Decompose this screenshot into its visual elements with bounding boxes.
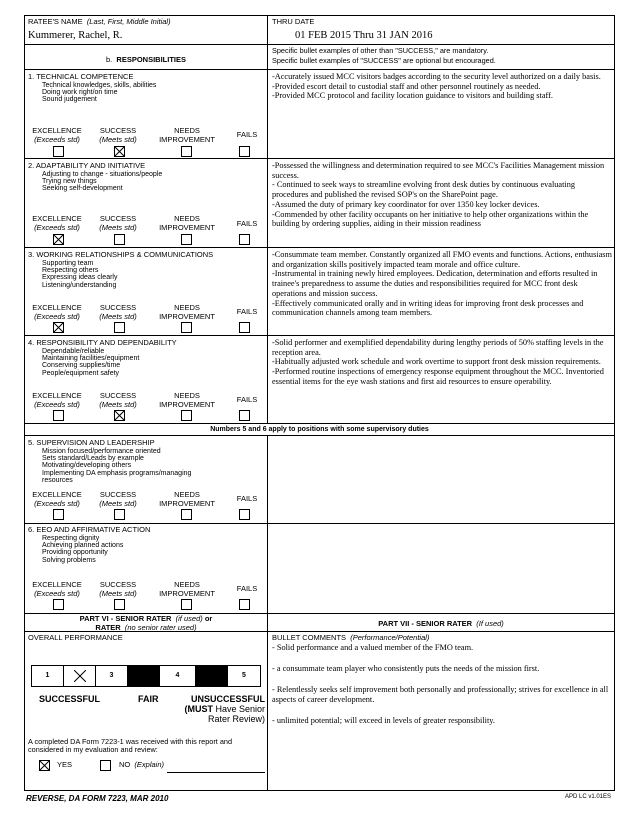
section-6-title: 6. EEO AND AFFIRMATIVE ACTION — [28, 525, 151, 534]
section-4-title: 4. RESPONSIBILITY AND DEPENDABILITY — [28, 338, 177, 347]
section-5-title: 5. SUPERVISION AND LEADERSHIP — [28, 438, 155, 447]
excellence-header: EXCELLENCE (Exceeds std) — [32, 391, 82, 409]
check-x-icon — [74, 670, 86, 682]
check-x-icon — [54, 323, 63, 332]
bullet-note-mandatory: Specific bullet examples of other than "SUCCESS," are mandatory. — [272, 46, 489, 55]
fails-header: FAILS — [236, 307, 258, 316]
overall-rating-scale — [31, 665, 261, 687]
divider — [25, 247, 614, 248]
no-checkbox[interactable] — [100, 760, 111, 771]
section-3-excellence-checkbox[interactable] — [53, 322, 64, 333]
success-header: SUCCESS (Meets std) — [99, 214, 137, 232]
rating-cell-2[interactable] — [63, 665, 96, 687]
needs-improvement-header: NEEDS IMPROVEMENT — [159, 126, 215, 144]
check-x-icon — [115, 411, 124, 420]
rating-cell-3[interactable]: 3 — [95, 665, 128, 687]
section-2-fails-checkbox[interactable] — [239, 234, 250, 245]
senior-rater-bullet-2[interactable]: - a consummate team player who consistently puts the needs of the mission first. — [272, 664, 540, 673]
senior-rater-bullet-4[interactable]: - unlimited potential; will exceed in levels of greater responsibility. — [272, 716, 495, 725]
needs-improvement-header: NEEDS IMPROVEMENT — [159, 490, 215, 508]
section-2-success-checkbox[interactable] — [114, 234, 125, 245]
fails-header: FAILS — [236, 494, 258, 503]
section-4-criteria: Dependable/reliable Maintaining facilities/equipment Conserving supplies/time People/equipment safety — [42, 348, 140, 377]
overall-performance-label: OVERALL PERFORMANCE — [28, 633, 123, 642]
success-header: SUCCESS (Meets std) — [99, 490, 137, 508]
section-6-criteria: Respecting dignity Achieving planned actions Providing opportunity Solving problems — [42, 535, 124, 564]
rating-cell-blank — [127, 665, 160, 687]
fails-header: FAILS — [236, 130, 258, 139]
section-1-success-checkbox[interactable] — [114, 146, 125, 157]
column-divider — [267, 613, 268, 791]
success-header: SUCCESS (Meets std) — [99, 303, 137, 321]
ratee-name-label: RATEE'S NAME (Last, First, Middle Initial) — [28, 17, 171, 26]
responsibilities-heading: b. RESPONSIBILITIES — [105, 55, 187, 64]
needs-improvement-header: NEEDS IMPROVEMENT — [159, 214, 215, 232]
excellence-header: EXCELLENCE (Exceeds std) — [32, 214, 82, 232]
needs-improvement-header: NEEDS IMPROVEMENT — [159, 580, 215, 598]
section-2-excellence-checkbox[interactable] — [53, 234, 64, 245]
check-x-icon — [115, 147, 124, 156]
success-header: SUCCESS (Meets std) — [99, 580, 137, 598]
section-4-needs-improvement-checkbox[interactable] — [181, 410, 192, 421]
needs-improvement-header: NEEDS IMPROVEMENT — [159, 303, 215, 321]
supervisory-note: Numbers 5 and 6 apply to positions with some supervisory duties — [25, 424, 614, 435]
section-1-title: 1. TECHNICAL COMPETENCE — [28, 72, 134, 81]
part6-heading: PART VI - SENIOR RATER (if used) or RATER (no senior rater used) — [79, 614, 213, 632]
section-3-bullets[interactable]: -Consummate team member. Constantly organized all FMO events and functions. Actions, enthusiasm and organization skills positively impacted team morale and office culture. -Instrumental in training newly hired employees. Dedication, determination and efforts resulted in trainee's preparedness to assume the duties and responsibilities required for MCC front desk operations and mission success. -Effectively communicated orally and in writing ideas for improving front desk processes and communication channels among team members. — [272, 250, 612, 318]
rating-cell-blank — [195, 665, 228, 687]
section-3-criteria: Supporting team Respecting others Expressing ideas clearly Listening/understanding — [42, 260, 118, 289]
rating-cell-5[interactable]: 5 — [227, 665, 261, 687]
divider — [25, 335, 614, 336]
yes-checkbox[interactable] — [39, 760, 50, 771]
excellence-header: EXCELLENCE (Exceeds std) — [32, 126, 82, 144]
form-version: APD LC v1.01ES — [565, 794, 612, 800]
rating-cell-1[interactable]: 1 — [31, 665, 64, 687]
success-header: SUCCESS (Meets std) — [99, 391, 137, 409]
section-3-success-checkbox[interactable] — [114, 322, 125, 333]
section-1-bullets[interactable]: -Accurately issued MCC visitors badges according to the security level authorized on a daily basis. -Provided escort detail to custodial staff and other personnel routinely as needed. -Provided MCC protocol and facility location guidance to visitors and building staff. — [272, 72, 601, 101]
check-x-icon — [40, 761, 49, 770]
section-2-bullets[interactable]: -Possessed the willingness and determination required to see MCC's Facilities Management mission success. - Continued to seek ways to streamline evolving front desk duties by continuous evaluating procedures and published the revised SOP's on the SharePoint page. -Assumed the duty of primary key coordinator for over 1350 key locker devices. -Commended by other facility occupants on her initiative to help other organizations within the building by ordering supplies, aiding in their mission readiness — [272, 161, 605, 229]
successful-label: SUCCESSFUL — [39, 694, 101, 704]
divider — [25, 523, 614, 524]
excellence-header: EXCELLENCE (Exceeds std) — [32, 490, 82, 508]
section-5-excellence-checkbox[interactable] — [53, 509, 64, 520]
section-6-success-checkbox[interactable] — [114, 599, 125, 610]
explain-line[interactable] — [167, 772, 265, 773]
section-1-excellence-checkbox[interactable] — [53, 146, 64, 157]
excellence-header: EXCELLENCE (Exceeds std) — [32, 580, 82, 598]
form-7223-1-statement: A completed DA Form 7223-1 was received with this report and considered in my evaluation and review: — [28, 737, 233, 755]
section-3-needs-improvement-checkbox[interactable] — [181, 322, 192, 333]
section-4-success-checkbox[interactable] — [114, 410, 125, 421]
check-x-icon — [54, 235, 63, 244]
section-1-needs-improvement-checkbox[interactable] — [181, 146, 192, 157]
section-3-fails-checkbox[interactable] — [239, 322, 250, 333]
fair-label: FAIR — [138, 694, 159, 704]
divider — [25, 631, 614, 632]
divider — [25, 69, 614, 70]
evaluation-form — [24, 15, 615, 791]
senior-rater-bullet-1[interactable]: - Solid performance and a valued member of the FMO team. — [272, 643, 474, 652]
thru-date-field[interactable]: 01 FEB 2015 Thru 31 JAN 2016 — [295, 30, 433, 41]
section-6-excellence-checkbox[interactable] — [53, 599, 64, 610]
divider — [25, 158, 614, 159]
senior-rater-bullet-3[interactable]: - Relentlessly seeks self improvement both personally and professionally; strives for excellence in all aspects of career development. — [272, 685, 609, 704]
section-1-criteria: Technical knowledges, skills, abilities Doing work right/on time Sound judgement — [42, 82, 157, 104]
section-1-fails-checkbox[interactable] — [239, 146, 250, 157]
divider — [25, 44, 614, 45]
section-5-criteria: Mission focused/performance oriented Sets standard/Leads by example Motivating/developing others Implementing DA emphasis programs/managing resources — [42, 448, 192, 484]
yes-label: YES — [57, 760, 73, 769]
section-4-bullets[interactable]: -Solid performer and exemplified dependability during lengthy periods of 50% staffing levels in the reception area. -Habitually adjusted work schedule and work overtime to support front desk mission requirements. -Performed routine inspections of emergency response equipment throughout the MCC. Inventoried essential items for the eye wash stations and first aid resources to ensure operability. — [272, 338, 604, 386]
section-2-needs-improvement-checkbox[interactable] — [181, 234, 192, 245]
fails-header: FAILS — [236, 395, 258, 404]
section-2-criteria: Adjusting to change - situations/people Trying new things Seeking self-development — [42, 171, 163, 193]
thru-date-label: THRU DATE — [272, 17, 315, 26]
ratee-name-field[interactable]: Kummerer, Rachel, R. — [28, 30, 123, 41]
bullet-note-optional: Specific bullet examples of "SUCCESS" are optional but encouraged. — [272, 56, 496, 65]
form-identifier: REVERSE, DA FORM 7223, MAR 2010 — [26, 794, 169, 803]
success-header: SUCCESS (Meets std) — [99, 126, 137, 144]
fails-header: FAILS — [236, 584, 258, 593]
section-5-success-checkbox[interactable] — [114, 509, 125, 520]
unsuccessful-label: UNSUCCESSFUL (MUST Have Senior Rater Review) — [184, 694, 265, 724]
excellence-header: EXCELLENCE (Exceeds std) — [32, 303, 82, 321]
divider — [25, 435, 614, 436]
section-4-excellence-checkbox[interactable] — [53, 410, 64, 421]
fails-header: FAILS — [236, 219, 258, 228]
section-6-needs-improvement-checkbox[interactable] — [181, 599, 192, 610]
section-5-fails-checkbox[interactable] — [239, 509, 250, 520]
section-6-fails-checkbox[interactable] — [239, 599, 250, 610]
section-5-needs-improvement-checkbox[interactable] — [181, 509, 192, 520]
rating-cell-4[interactable]: 4 — [159, 665, 196, 687]
part7-heading: PART VII - SENIOR RATER (If used) — [378, 619, 504, 628]
column-divider — [267, 16, 268, 631]
no-label: NO (Explain) — [119, 760, 165, 769]
section-3-title: 3. WORKING RELATIONSHIPS & COMMUNICATIONS — [28, 250, 214, 259]
section-4-fails-checkbox[interactable] — [239, 410, 250, 421]
needs-improvement-header: NEEDS IMPROVEMENT — [159, 391, 215, 409]
section-2-title: 2. ADAPTABILITY AND INITIATIVE — [28, 161, 146, 170]
bullet-comments-label: BULLET COMMENTS (Performance/Potential) — [272, 633, 430, 642]
